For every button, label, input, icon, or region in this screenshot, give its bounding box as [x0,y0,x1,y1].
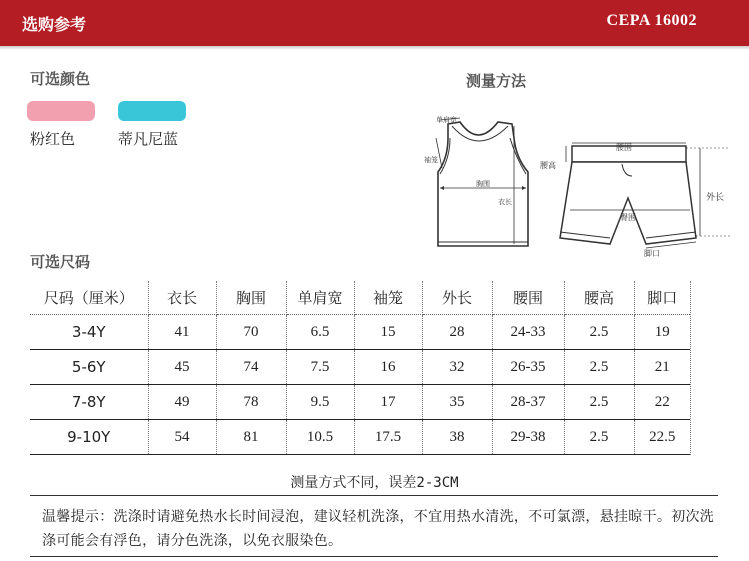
table-cell: 28 [422,315,492,350]
header-title: 选购参考 [22,15,87,34]
shorts-measure-diagram [540,140,740,262]
table-cell: 19 [634,315,690,350]
table-cell: 10.5 [286,420,354,455]
table-cell: 24-33 [492,315,564,350]
shorts-leg-opening-label: 脚口 [644,249,660,258]
table-cell: 16 [354,350,422,385]
table-cell: 45 [148,350,216,385]
table-cell: 2.5 [564,350,634,385]
table-row [30,385,690,420]
color-swatch-pink[interactable] [27,101,95,121]
table-row [30,350,690,385]
color-label-tiffany-blue: 蒂凡尼蓝 [118,130,179,148]
column-header: 单肩宽 [286,281,354,315]
table-cell: 28-37 [492,385,564,420]
table-cell: 74 [216,350,286,385]
table-cell: 81 [216,420,286,455]
column-header: 袖笼 [354,281,422,315]
table-cell: 26-35 [492,350,564,385]
table-cell: 32 [422,350,492,385]
column-header: 腰高 [564,281,634,315]
table-right-margin [690,281,719,455]
color-label-pink: 粉红色 [30,130,76,148]
table-cell: 70 [216,315,286,350]
color-swatch-tiffany-blue[interactable] [118,101,186,121]
size-cell: 7-8Y [30,385,148,420]
column-header: 腰围 [492,281,564,315]
table-cell: 49 [148,385,216,420]
table-row [30,420,690,455]
shorts-waist-label: 腰围 [616,143,632,152]
column-header: 尺码（厘米） [30,281,148,315]
table-cell: 17 [354,385,422,420]
table-cell: 21 [634,350,690,385]
table-cell: 35 [422,385,492,420]
shorts-hip-label: 臀围 [620,213,636,222]
table-cell: 22 [634,385,690,420]
table-cell: 17.5 [354,420,422,455]
table-cell: 2.5 [564,315,634,350]
size-table [30,281,690,455]
colors-section-title: 可选颜色 [30,70,91,88]
vest-shoulder-label: 单肩宽 [436,116,457,124]
column-header: 衣长 [148,281,216,315]
vest-chest-label: 胸围 [476,180,490,188]
header-bar [0,0,749,46]
shorts-rise-label: 腰高 [540,161,556,170]
table-cell: 41 [148,315,216,350]
table-row [30,315,690,350]
table-cell: 6.5 [286,315,354,350]
measure-section-title: 测量方法 [466,72,527,90]
column-header: 外长 [422,281,492,315]
column-header: 胸围 [216,281,286,315]
table-cell: 38 [422,420,492,455]
size-section-title: 可选尺码 [30,253,91,271]
vest-length-label: 衣长 [498,198,512,206]
size-cell: 3-4Y [30,315,148,350]
table-cell: 15 [354,315,422,350]
column-header: 脚口 [634,281,690,315]
shorts-outseam-label: 外长 [706,193,725,203]
vest-measure-diagram [418,108,540,254]
care-tip-text: 温馨提示：洗涤时请避免热水长时间浸泡，建议轻机洗涤，不宜用热水清洗，不可氯漂，悬挂晾干。初次洗涤可能会有浮色，请分色洗涤，以免衣服染色。 [42,509,715,549]
product-code: CEPA 16002 [606,12,697,29]
table-cell: 2.5 [564,420,634,455]
table-cell: 22.5 [634,420,690,455]
table-cell: 78 [216,385,286,420]
table-cell: 7.5 [286,350,354,385]
table-cell: 54 [148,420,216,455]
size-cell: 5-6Y [30,350,148,385]
vest-armhole-label: 袖笼 [424,156,438,164]
table-cell: 29-38 [492,420,564,455]
header-shadow [0,46,749,50]
table-cell: 2.5 [564,385,634,420]
table-cell: 9.5 [286,385,354,420]
measurement-note: 测量方式不同，误差2-3CM [290,475,459,491]
size-table-header [30,281,690,315]
size-cell: 9-10Y [30,420,148,455]
